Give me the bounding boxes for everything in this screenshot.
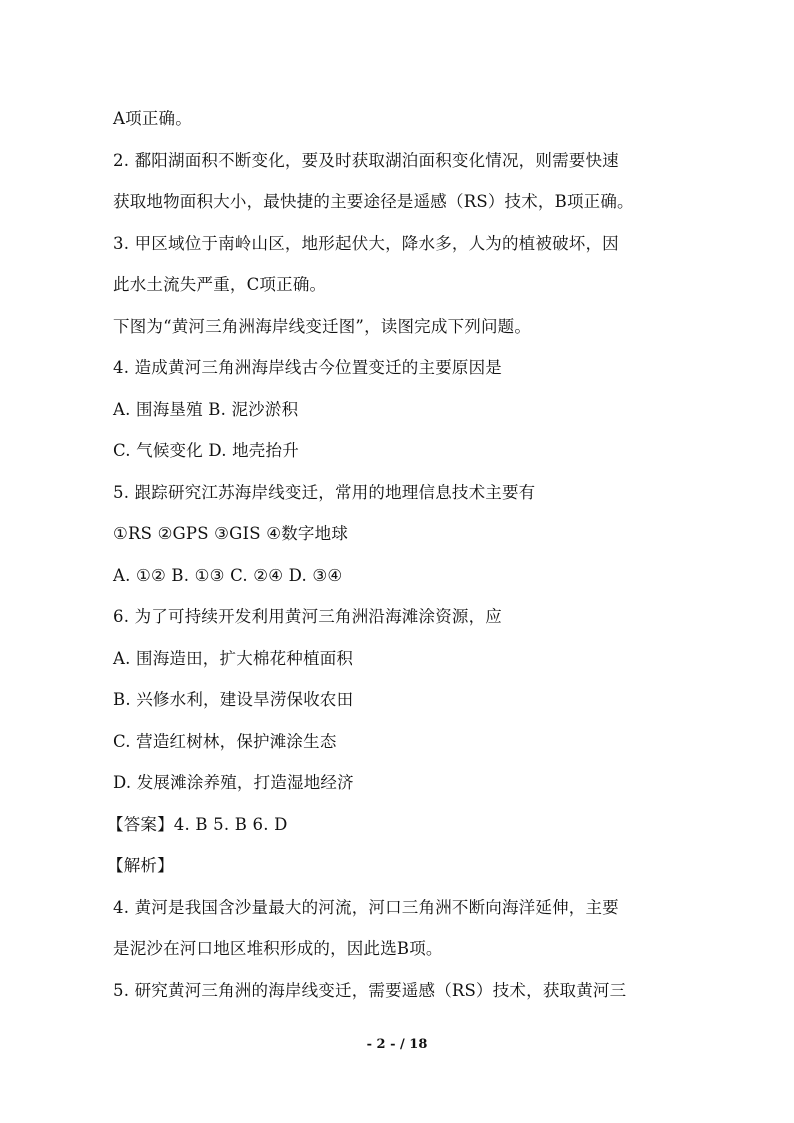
question-5-options: A. ①② B. ①③ C. ②④ D. ③④: [113, 565, 343, 585]
analysis-5-line-1: 5. 研究黄河三角洲的海岸线变迁，需要遥感（RS）技术，获取黄河三: [113, 980, 627, 1000]
text-line-3: 获取地物面积大小，最快捷的主要途径是遥感（RS）技术，B项正确。: [113, 192, 634, 211]
page-content: [107, 98, 713, 1011]
analysis-4-line-2: 是泥沙在河口地区堆积形成的，因此选B项。: [113, 939, 443, 958]
question-4-options-ab: A. 围海垦殖 B. 泥沙淤积: [113, 399, 299, 419]
question-4: 4. 造成黄河三角洲海岸线古今位置变迁的主要原因是: [113, 358, 502, 377]
question-6-option-a: A. 围海造田，扩大棉花种植面积: [113, 648, 354, 668]
question-4-options-cd: C. 气候变化 D. 地壳抬升: [113, 441, 299, 460]
question-6-option-d: D. 发展滩涂养殖，打造湿地经济: [113, 773, 354, 792]
analysis-4-line-1: 4. 黄河是我国含沙量最大的河流，河口三角洲不断向海洋延伸，主要: [113, 897, 619, 917]
text-line-1: A项正确。: [113, 109, 192, 128]
question-5-items: ①RS ②GPS ③GIS ④数字地球: [113, 524, 349, 543]
text-line-4: 3. 甲区域位于南岭山区，地形起伏大，降水多，人为的植被破坏，因: [113, 233, 619, 253]
text-line-5: 此水土流失严重，C项正确。: [113, 275, 327, 294]
question-6: 6. 为了可持续开发利用黄河三角洲沿海滩涂资源，应: [113, 607, 502, 626]
analysis-heading: 【解析】: [107, 856, 174, 875]
page-number: - 2 - / 18: [366, 1037, 428, 1052]
question-6-option-c: C. 营造红树林，保护滩涂生态: [113, 731, 337, 751]
question-6-option-b: B. 兴修水利，建设旱涝保收农田: [113, 690, 354, 709]
answer-line: 【答案】4. B 5. B 6. D: [107, 814, 288, 834]
text-line-6: 下图为“黄河三角洲海岸线变迁图”，读图完成下列问题。: [113, 316, 532, 336]
text-line-2: 2. 鄱阳湖面积不断变化，要及时获取湖泊面积变化情况，则需要快速: [113, 150, 619, 170]
question-5: 5. 跟踪研究江苏海岸线变迁，常用的地理信息技术主要有: [113, 482, 536, 502]
